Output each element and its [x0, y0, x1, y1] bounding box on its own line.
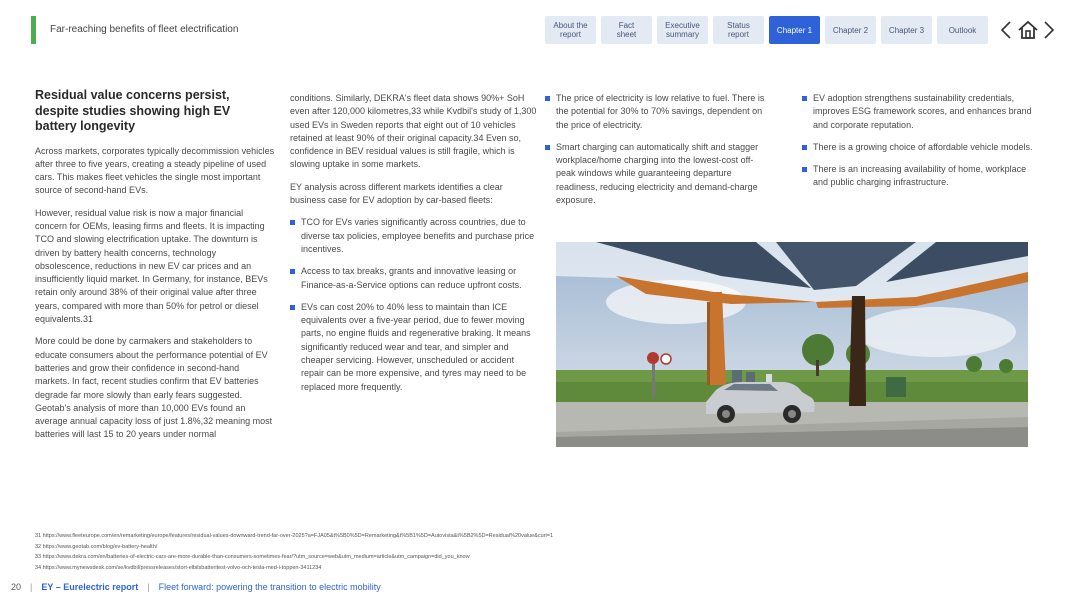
bullet-item: The price of electricity is low relative to fuel. There is the potential for 30% to 70% savings, dependent on the price of electricity.	[545, 92, 770, 132]
charging-station-photo	[556, 242, 1028, 447]
footnote[interactable]: 33 https://www.dekra.com/en/batteries-of-electric-cars-are-more-durable-than-consumers-sometimes-fear/?utm_source=web&utm_medium=article&utm_campaign=did_you_know	[35, 554, 470, 560]
tab-status-report[interactable]: Status report	[713, 16, 764, 44]
tab-fact-sheet[interactable]: Fact sheet	[601, 16, 652, 44]
header-accent-bar	[31, 16, 36, 44]
tab-chapter-3[interactable]: Chapter 3	[881, 16, 932, 44]
bullet-item: There is an increasing availability of home, workplace and public charging infrastructure.	[802, 163, 1037, 190]
report-brand: EY – Eurelectric report	[41, 582, 139, 592]
paragraph: conditions. Similarly, DEKRA's fleet data shows 90%+ SoH even after 120,000 kilometres,33 while Kvdbil's study of 1,300 used EVs in Sweden reports that eight out of 10 vehicles retained at least 90% of their original capacity.34 Even so, confidence in BEV residual values is still fragile, which is slowing uptake in some markets.	[290, 93, 537, 170]
paragraph: EY analysis across different markets identifies a clear business case for EV adoption by car-based fleets:	[290, 181, 503, 206]
paragraph: More could be done by carmakers and stakeholders to educate consumers about the performance potential of EV batteries and grow their confidence in second-hand markets. In fact, recent studies confirm that EV batteries degrade far more slowly than early fears suggested. Geotab's analysis of more than 10,000 EVs found an average annual capacity loss of just 1.8%,32 meaning most batteries will last 15 to 20 years under normal	[35, 336, 273, 440]
bullet-list	[290, 216, 538, 394]
footnote[interactable]: 32 https://www.geotab.com/blog/ev-battery-health/	[35, 543, 158, 550]
tab-chapter-1[interactable]: Chapter 1	[769, 16, 820, 44]
footer-divider: |	[30, 582, 33, 592]
column-4	[802, 92, 1037, 199]
bullet-item: There is a growing choice of affordable vehicle models.	[802, 141, 1037, 154]
tab-about-the-report[interactable]: About the report	[545, 16, 596, 44]
bullet-item: Smart charging can automatically shift and stagger workplace/home charging into the lowest-cost off-peak windows while guaranteeing departure readiness, reducing electricity and demand-charge exposure.	[545, 141, 770, 207]
report-subtitle: Fleet forward: powering the transition to electric mobility	[158, 582, 381, 592]
footnote[interactable]: 34 https://www.mynewsdesk.com/se/kvdbil/pressreleases/stort-elbilsbatteritest-volvo-och-tesla-med-i-toppen-3411234	[35, 564, 322, 571]
footnotes	[35, 531, 1035, 573]
page-footer	[11, 582, 381, 592]
column-3	[545, 92, 770, 216]
paragraph: Across markets, corporates typically decommission vehicles after three to five years, creating a steady pipeline of used cars. This makes fleet vehicles the single most important source of second-hand EVs.	[35, 145, 275, 196]
bullet-item: TCO for EVs varies significantly across countries, due to diverse tax policies, employee benefits and purchase price incentives.	[290, 216, 538, 256]
tab-chapter-2[interactable]: Chapter 2	[825, 16, 876, 44]
home-icon[interactable]	[1017, 20, 1039, 40]
tab-outlook[interactable]: Outlook	[937, 16, 988, 44]
chevron-left-icon[interactable]	[1000, 20, 1012, 40]
tab-executive-summary[interactable]: Executive summary	[657, 16, 708, 44]
paragraph: However, residual value risk is now a major financial concern for OEMs, leasing firms and fleets. It is impacting TCO and slowing electrification uptake. The downturn is driven by battery health concerns, technology obsolescence, reductions in new EV car prices and an insufficiently liquid market. In Germany, for instance, BEVs retain only around 38% of their original value after three years, compared with more than 50% for petrol or diesel equivalents.31	[35, 207, 268, 325]
column-2	[290, 92, 538, 403]
bullet-list	[802, 92, 1037, 190]
header-title: Far-reaching benefits of fleet electrification	[50, 24, 239, 35]
footer-divider: |	[147, 582, 150, 592]
bullet-item: Access to tax breaks, grants and innovative leasing or Finance-as-a-Service options can reduce upfront costs.	[290, 265, 538, 292]
bullet-item: EVs can cost 20% to 40% less to maintain than ICE equivalents over a five-year period, due to fewer moving parts, no engine fluids and regenerative braking. It means significantly reduced wear and tear, and simpler and cheaper servicing. However, unscheduled or accident repair can be more expensive, and tyres may need to be replaced more frequently.	[290, 301, 538, 394]
page-number: 20	[11, 582, 22, 592]
bullet-list	[545, 92, 770, 207]
bullet-item: EV adoption strengthens sustainability credentials, improves ESG framework scores, and enhances brand and corporate reputation.	[802, 92, 1037, 132]
section-heading: Residual value concerns persist, despite studies showing high EV battery longevity	[35, 88, 231, 133]
chapter-nav	[545, 16, 988, 44]
chevron-right-icon[interactable]	[1043, 20, 1055, 40]
column-1	[35, 88, 275, 451]
footnote[interactable]: 31 https://www.fleeteurope.com/en/remarketing/europe/features/residual-values-downward-trend-far-over-2025?a=FJA05&t%5B0%5D=Remarketing&t%5B1%5D=Autovista&t%5B2%5D=Residual%20value&curl=1	[35, 533, 554, 539]
